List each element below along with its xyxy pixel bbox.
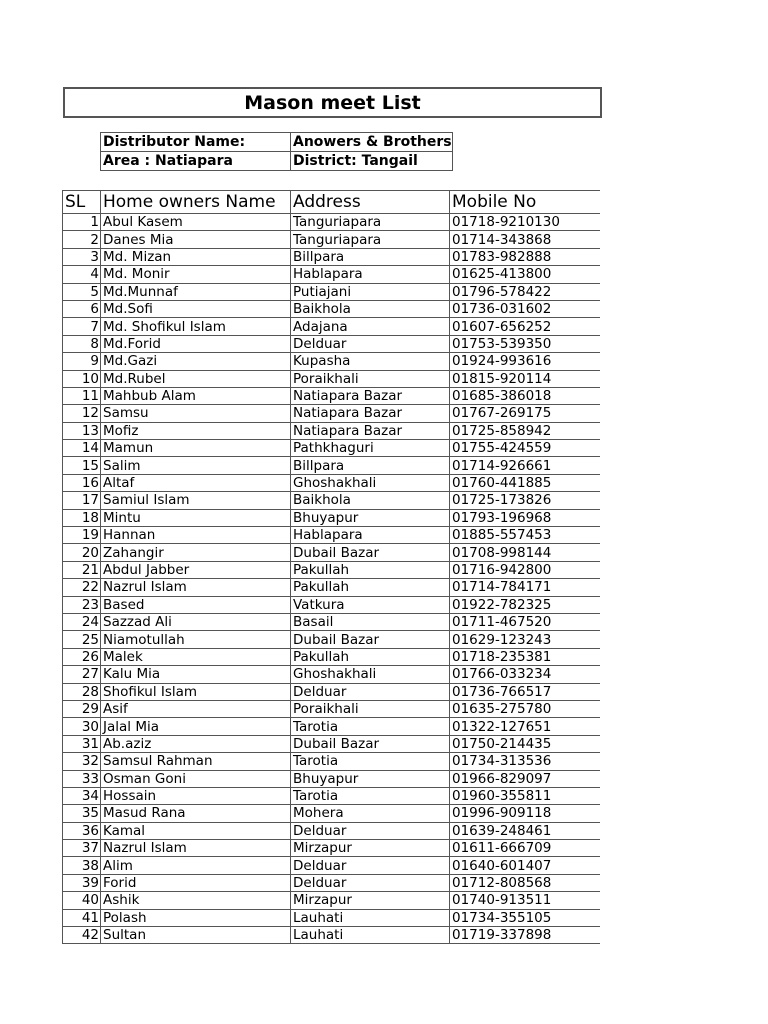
row-address: Vatkura (291, 596, 450, 613)
row-mobile: 01708-998144 (450, 544, 601, 561)
table-row (63, 335, 601, 352)
row-mobile: 01734-355105 (450, 909, 601, 926)
row-sl: 30 (63, 718, 101, 735)
row-mobile: 01712-808568 (450, 874, 601, 891)
row-name: Sultan (101, 927, 291, 944)
row-name: Zahangir (101, 544, 291, 561)
row-sl: 37 (63, 840, 101, 857)
row-sl: 32 (63, 753, 101, 770)
row-name: Danes Mia (101, 231, 291, 248)
row-mobile: 01760-441885 (450, 474, 601, 491)
row-address: Bhuyapur (291, 509, 450, 526)
row-address: Tanguriapara (291, 231, 450, 248)
table-row (63, 927, 601, 944)
row-mobile: 01714-784171 (450, 579, 601, 596)
header-sl: SL (63, 191, 101, 214)
row-mobile: 01796-578422 (450, 283, 601, 300)
row-address: Adajana (291, 318, 450, 335)
row-address: Mohera (291, 805, 450, 822)
row-address: Hablapara (291, 527, 450, 544)
row-name: Md.Munnaf (101, 283, 291, 300)
table-header-row (63, 191, 601, 214)
row-name: Mahbub Alam (101, 387, 291, 404)
row-name: Masud Rana (101, 805, 291, 822)
row-name: Ab.aziz (101, 735, 291, 752)
row-mobile: 01755-424559 (450, 440, 601, 457)
row-mobile: 01767-269175 (450, 405, 601, 422)
table-row (63, 666, 601, 683)
row-address: Pakullah (291, 579, 450, 596)
table-row (63, 579, 601, 596)
row-name: Hossain (101, 787, 291, 804)
row-name: Forid (101, 874, 291, 891)
row-name: Hannan (101, 527, 291, 544)
row-mobile: 01625-413800 (450, 266, 601, 283)
row-address: Dubail Bazar (291, 735, 450, 752)
row-sl: 25 (63, 631, 101, 648)
row-sl: 31 (63, 735, 101, 752)
row-address: Delduar (291, 857, 450, 874)
row-mobile: 01714-926661 (450, 457, 601, 474)
table-row (63, 735, 601, 752)
row-sl: 3 (63, 248, 101, 265)
row-name: Polash (101, 909, 291, 926)
table-row (63, 474, 601, 491)
row-mobile: 01736-766517 (450, 683, 601, 700)
row-name: Samsul Rahman (101, 753, 291, 770)
table-row (63, 874, 601, 891)
district-label: District: Tangail (291, 152, 453, 171)
row-mobile: 01736-031602 (450, 300, 601, 317)
table-row (63, 857, 601, 874)
table-row (63, 561, 601, 578)
row-mobile: 01635-275780 (450, 700, 601, 717)
row-name: Mintu (101, 509, 291, 526)
table-row (63, 909, 601, 926)
row-name: Nazrul Islam (101, 840, 291, 857)
row-address: Ghoshakhali (291, 474, 450, 491)
table-row (63, 248, 601, 265)
row-address: Pakullah (291, 648, 450, 665)
table-row (63, 892, 601, 909)
row-sl: 19 (63, 527, 101, 544)
row-sl: 16 (63, 474, 101, 491)
row-address: Tarotia (291, 787, 450, 804)
row-mobile: 01629-123243 (450, 631, 601, 648)
row-address: Lauhati (291, 927, 450, 944)
row-name: Samiul Islam (101, 492, 291, 509)
row-mobile: 01725-173826 (450, 492, 601, 509)
mason-table (62, 190, 600, 944)
row-address: Mirzapur (291, 892, 450, 909)
row-name: Asif (101, 700, 291, 717)
row-mobile: 01640-601407 (450, 857, 601, 874)
row-address: Delduar (291, 874, 450, 891)
table-row (63, 231, 601, 248)
table-row (63, 770, 601, 787)
table-row (63, 422, 601, 439)
row-address: Delduar (291, 683, 450, 700)
row-address: Natiapara Bazar (291, 387, 450, 404)
table-row (63, 683, 601, 700)
row-sl: 13 (63, 422, 101, 439)
table-row (63, 214, 601, 231)
row-mobile: 01996-909118 (450, 805, 601, 822)
page-title: Mason meet List (244, 92, 421, 114)
header-address: Address (291, 191, 450, 214)
row-sl: 11 (63, 387, 101, 404)
row-address: Basail (291, 613, 450, 630)
row-mobile: 01719-337898 (450, 927, 601, 944)
row-address: Bhuyapur (291, 770, 450, 787)
table-row (63, 353, 601, 370)
row-address: Ghoshakhali (291, 666, 450, 683)
table-row (63, 387, 601, 404)
row-sl: 6 (63, 300, 101, 317)
row-sl: 28 (63, 683, 101, 700)
table-row (63, 509, 601, 526)
row-address: Baikhola (291, 300, 450, 317)
row-sl: 29 (63, 700, 101, 717)
row-mobile: 01725-858942 (450, 422, 601, 439)
row-mobile: 01607-656252 (450, 318, 601, 335)
row-sl: 27 (63, 666, 101, 683)
row-name: Based (101, 596, 291, 613)
row-mobile: 01966-829097 (450, 770, 601, 787)
row-name: Ashik (101, 892, 291, 909)
row-mobile: 01750-214435 (450, 735, 601, 752)
row-address: Kupasha (291, 353, 450, 370)
row-mobile: 01783-982888 (450, 248, 601, 265)
row-name: Altaf (101, 474, 291, 491)
row-address: Putiajani (291, 283, 450, 300)
row-name: Alim (101, 857, 291, 874)
table-row (63, 405, 601, 422)
row-name: Md.Forid (101, 335, 291, 352)
row-address: Tarotia (291, 718, 450, 735)
row-sl: 21 (63, 561, 101, 578)
row-name: Md.Rubel (101, 370, 291, 387)
row-sl: 1 (63, 214, 101, 231)
row-name: Samsu (101, 405, 291, 422)
row-mobile: 01716-942800 (450, 561, 601, 578)
row-sl: 4 (63, 266, 101, 283)
table-row (63, 300, 601, 317)
row-mobile: 01639-248461 (450, 822, 601, 839)
distributor-label: Distributor Name: (101, 133, 291, 152)
row-sl: 42 (63, 927, 101, 944)
row-address: Natiapara Bazar (291, 422, 450, 439)
row-name: Md. Mizan (101, 248, 291, 265)
row-sl: 8 (63, 335, 101, 352)
row-sl: 39 (63, 874, 101, 891)
table-row (63, 805, 601, 822)
row-sl: 22 (63, 579, 101, 596)
table-row (63, 718, 601, 735)
table-row (63, 700, 601, 717)
row-sl: 41 (63, 909, 101, 926)
info-table (100, 132, 453, 171)
row-address: Baikhola (291, 492, 450, 509)
row-sl: 18 (63, 509, 101, 526)
row-sl: 24 (63, 613, 101, 630)
table-row (63, 840, 601, 857)
row-name: Md.Gazi (101, 353, 291, 370)
table-row (63, 596, 601, 613)
row-sl: 34 (63, 787, 101, 804)
table-row (63, 613, 601, 630)
info-row-area (101, 152, 453, 171)
row-mobile: 01734-313536 (450, 753, 601, 770)
row-address: Delduar (291, 822, 450, 839)
row-sl: 9 (63, 353, 101, 370)
row-sl: 10 (63, 370, 101, 387)
row-name: Md. Shofikul Islam (101, 318, 291, 335)
table-row (63, 631, 601, 648)
row-address: Hablapara (291, 266, 450, 283)
row-mobile: 01611-666709 (450, 840, 601, 857)
row-mobile: 01685-386018 (450, 387, 601, 404)
row-name: Osman Goni (101, 770, 291, 787)
table-row (63, 318, 601, 335)
row-name: Mofiz (101, 422, 291, 439)
row-address: Tarotia (291, 753, 450, 770)
row-sl: 26 (63, 648, 101, 665)
row-sl: 38 (63, 857, 101, 874)
row-address: Pathkhaguri (291, 440, 450, 457)
area-label: Area : Natiapara (101, 152, 291, 171)
row-address: Poraikhali (291, 700, 450, 717)
row-mobile: 01718-235381 (450, 648, 601, 665)
row-address: Delduar (291, 335, 450, 352)
row-address: Natiapara Bazar (291, 405, 450, 422)
table-row (63, 266, 601, 283)
row-name: Md. Monir (101, 266, 291, 283)
table-row (63, 753, 601, 770)
row-name: Jalal Mia (101, 718, 291, 735)
row-mobile: 01960-355811 (450, 787, 601, 804)
info-row-distributor (101, 133, 453, 152)
table-body (63, 214, 601, 944)
row-name: Abul Kasem (101, 214, 291, 231)
table-row (63, 492, 601, 509)
row-mobile: 01766-033234 (450, 666, 601, 683)
row-address: Pakullah (291, 561, 450, 578)
row-address: Lauhati (291, 909, 450, 926)
row-mobile: 01718-9210130 (450, 214, 601, 231)
distributor-value: Anowers & Brothers (291, 133, 453, 152)
row-sl: 17 (63, 492, 101, 509)
table-row (63, 440, 601, 457)
row-mobile: 01815-920114 (450, 370, 601, 387)
row-mobile: 01885-557453 (450, 527, 601, 544)
table-row (63, 283, 601, 300)
table-row (63, 648, 601, 665)
row-mobile: 01714-343868 (450, 231, 601, 248)
table-row (63, 544, 601, 561)
row-sl: 15 (63, 457, 101, 474)
row-name: Salim (101, 457, 291, 474)
header-name: Home owners Name (101, 191, 291, 214)
row-address: Dubail Bazar (291, 544, 450, 561)
row-address: Tanguriapara (291, 214, 450, 231)
row-sl: 12 (63, 405, 101, 422)
row-name: Abdul Jabber (101, 561, 291, 578)
row-address: Mirzapur (291, 840, 450, 857)
row-name: Shofikul Islam (101, 683, 291, 700)
row-name: Malek (101, 648, 291, 665)
table-row (63, 457, 601, 474)
row-mobile: 01922-782325 (450, 596, 601, 613)
row-name: Kalu Mia (101, 666, 291, 683)
table-row (63, 370, 601, 387)
table-row (63, 527, 601, 544)
row-mobile: 01711-467520 (450, 613, 601, 630)
row-sl: 33 (63, 770, 101, 787)
row-name: Mamun (101, 440, 291, 457)
row-sl: 35 (63, 805, 101, 822)
row-address: Billpara (291, 457, 450, 474)
row-sl: 2 (63, 231, 101, 248)
header-mobile: Mobile No (450, 191, 601, 214)
title-box (63, 87, 602, 118)
row-address: Billpara (291, 248, 450, 265)
row-name: Sazzad Ali (101, 613, 291, 630)
row-mobile: 01924-993616 (450, 353, 601, 370)
row-name: Nazrul Islam (101, 579, 291, 596)
row-sl: 36 (63, 822, 101, 839)
row-sl: 5 (63, 283, 101, 300)
row-mobile: 01793-196968 (450, 509, 601, 526)
row-name: Niamotullah (101, 631, 291, 648)
row-name: Md.Sofi (101, 300, 291, 317)
table-row (63, 787, 601, 804)
row-address: Poraikhali (291, 370, 450, 387)
row-sl: 23 (63, 596, 101, 613)
table-row (63, 822, 601, 839)
row-mobile: 01753-539350 (450, 335, 601, 352)
row-name: Kamal (101, 822, 291, 839)
row-sl: 40 (63, 892, 101, 909)
row-mobile: 01740-913511 (450, 892, 601, 909)
row-address: Dubail Bazar (291, 631, 450, 648)
row-mobile: 01322-127651 (450, 718, 601, 735)
row-sl: 7 (63, 318, 101, 335)
row-sl: 20 (63, 544, 101, 561)
row-sl: 14 (63, 440, 101, 457)
